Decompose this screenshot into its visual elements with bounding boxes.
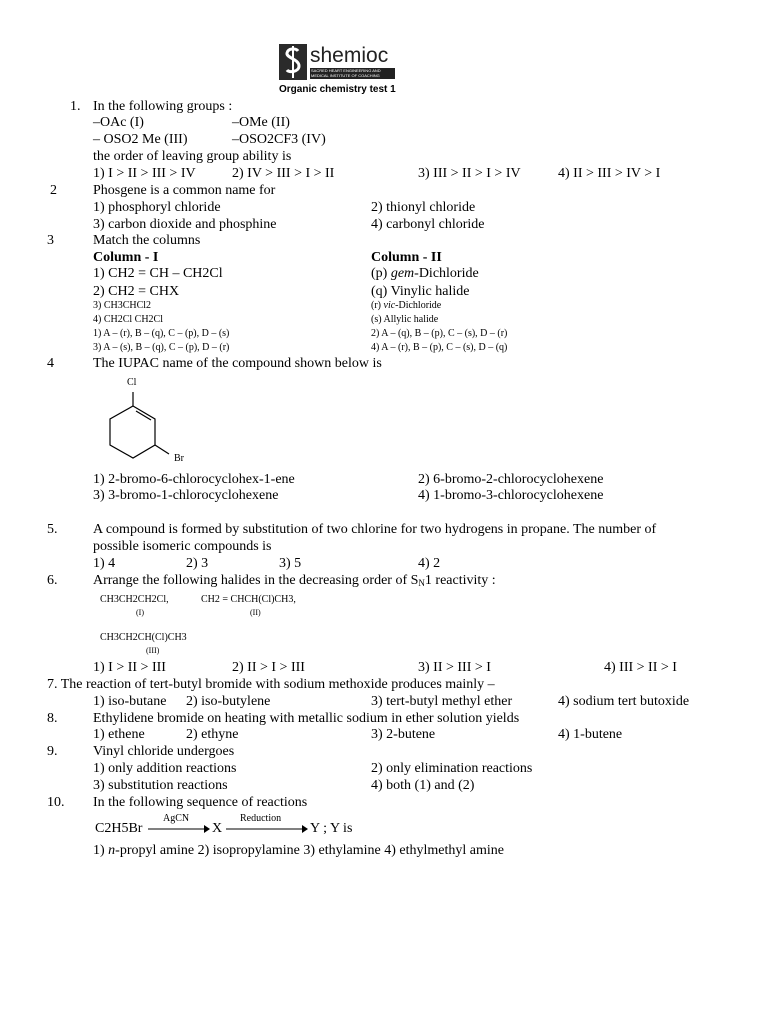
q1-option-4: 4) II > III > IV > I — [558, 166, 661, 181]
q8-option-3: 3) 2-butene — [371, 727, 436, 742]
reaction-arrow-1 — [148, 824, 210, 834]
halide-2: CH2 = CHCH(Cl)CH3, — [201, 594, 296, 605]
q6-option-1: 1) I > II > III — [93, 660, 166, 675]
logo-text: shemioc — [310, 44, 389, 67]
q1-group-2: –OMe (II) — [232, 115, 290, 130]
q1-group-1: –OAc (I) — [93, 115, 144, 130]
q2-option-1: 1) phosphoryl chloride — [93, 200, 221, 215]
q4-option-4: 4) 1-bromo-3-chlorocyclohexene — [418, 488, 604, 503]
question-8-number: 8. — [47, 711, 58, 726]
q1-group-3: – OSO2 Me (III) — [93, 132, 188, 147]
q5-option-4: 4) 2 — [418, 556, 441, 571]
q7-option-4: 4) sodium tert butoxide — [558, 694, 690, 709]
column-1-item-c: 3) CH3CHCl2 — [93, 300, 152, 311]
question-9-number: 9. — [47, 744, 58, 759]
q3-option-3: 3) A – (s), B – (q), C – (p), D – (r) — [93, 342, 230, 353]
question-5-stem-2: possible isomeric compounds is — [93, 539, 272, 554]
halide-3: CH3CH2CH(Cl)CH3 — [100, 632, 187, 643]
q6-option-4: 4) III > II > I — [604, 660, 677, 675]
page-title: Organic chemistry test 1 — [279, 84, 396, 95]
question-6-stem: Arrange the following halides in the decreasing order of $S_N1$ reactivity : — [93, 573, 496, 588]
question-10-stem: In the following sequence of reactions — [93, 795, 308, 810]
halide-1: CH3CH2CH2Cl, — [100, 594, 169, 605]
q9-option-1: 1) only addition reactions — [93, 761, 237, 776]
logo-tagline: SACRED HEART ENGINEERING AND MEDICAL INSTITUTE OF COACHING — [310, 68, 395, 79]
q7-option-2: 2) iso-butylene — [186, 694, 271, 709]
q4-option-3: 3) 3-bromo-1-chlorocyclohexene — [93, 488, 279, 503]
q5-option-1: 1) 4 — [93, 556, 116, 571]
question-8-stem: Ethylidene bromide on heating with metallic sodium in ether solution yields — [93, 711, 520, 726]
column-1-item-a: 1) CH2 = CH – CH2Cl — [93, 266, 223, 281]
column-2-item-p: (p) gem-Dichloride — [371, 266, 479, 281]
question-3-stem: Match the columns — [93, 233, 201, 248]
column-2-item-q: (q) Vinylic halide — [371, 284, 470, 299]
question-7-stem: 7. The reaction of tert-butyl bromide with sodium methoxide produces mainly – — [47, 677, 495, 692]
column-1-header: Column - I — [93, 250, 159, 265]
reaction-reactant: C2H5Br — [95, 821, 143, 836]
question-10-number: 10. — [47, 795, 65, 810]
question-2-stem: Phosgene is a common name for — [93, 183, 276, 198]
q5-option-2: 2) 3 — [186, 556, 209, 571]
column-2-item-s: (s) Allylic halide — [371, 314, 439, 325]
product-y: Y ; Y is — [310, 821, 353, 836]
q6-option-3: 3) II > III > I — [418, 660, 491, 675]
q1-option-3: 3) III > II > I > IV — [418, 166, 521, 181]
bromine-label: Br — [174, 453, 184, 464]
question-4-number: 4 — [47, 356, 54, 371]
question-9-stem: Vinyl chloride undergoes — [93, 744, 235, 759]
halide-2-label: (II) — [250, 608, 261, 617]
q2-option-3: 3) carbon dioxide and phosphine — [93, 217, 277, 232]
q8-option-4: 4) 1-butene — [558, 727, 623, 742]
q8-option-1: 1) ethene — [93, 727, 145, 742]
column-1-item-b: 2) CH2 = CHX — [93, 284, 180, 299]
reagent-reduction: Reduction — [240, 813, 282, 824]
question-1-stem-2: the order of leaving group ability is — [93, 149, 292, 164]
q7-option-3: 3) tert-butyl methyl ether — [371, 694, 513, 709]
q1-option-2: 2) IV > III > I > II — [232, 166, 335, 181]
q5-option-3: 3) 5 — [279, 556, 302, 571]
halide-1-label: (I) — [136, 608, 144, 617]
q6-option-2: 2) II > I > III — [232, 660, 305, 675]
cyclohexene-structure — [95, 388, 185, 468]
reaction-arrow-2 — [226, 824, 308, 834]
institute-logo — [279, 44, 395, 80]
question-3-number: 3 — [47, 233, 54, 248]
q1-option-1: 1) I > II > III > IV — [93, 166, 196, 181]
q7-option-1: 1) iso-butane — [93, 694, 167, 709]
chlorine-label: Cl — [127, 377, 137, 388]
question-6-number: 6. — [47, 573, 58, 588]
q9-option-4: 4) both (1) and (2) — [371, 778, 475, 793]
intermediate-x: X — [212, 821, 223, 836]
q8-option-2: 2) ethyne — [186, 727, 239, 742]
reagent-agcn: AgCN — [163, 813, 190, 824]
column-1-item-d: 4) CH2Cl CH2Cl — [93, 314, 164, 325]
question-5-number: 5. — [47, 522, 58, 537]
q4-option-2: 2) 6-bromo-2-chlorocyclohexene — [418, 472, 604, 487]
column-2-header: Column - II — [371, 250, 442, 265]
halide-3-label: (III) — [146, 646, 160, 655]
question-4-stem: The IUPAC name of the compound shown below is — [93, 356, 382, 371]
q3-option-4: 4) A – (r), B – (p), C – (s), D – (q) — [371, 342, 508, 353]
question-5-stem: A compound is formed by substitution of two chlorine for two hydrogens in propane. The number of — [93, 522, 657, 537]
q1-group-4: –OSO2CF3 (IV) — [232, 132, 326, 147]
question-1-stem: In the following groups : — [93, 99, 233, 114]
column-2-item-r: (r) vic-Dichloride — [371, 300, 442, 311]
question-2-number: 2 — [50, 183, 57, 198]
q3-option-2: 2) A – (q), B – (p), C – (s), D – (r) — [371, 328, 508, 339]
logo-mark-icon — [279, 44, 307, 80]
q4-option-1: 1) 2-bromo-6-chlorocyclohex-1-ene — [93, 472, 295, 487]
q9-option-3: 3) substitution reactions — [93, 778, 228, 793]
q9-option-2: 2) only elimination reactions — [371, 761, 533, 776]
q10-options: 1) n-propyl amine 2) isopropylamine 3) ethylamine 4) ethylmethyl amine — [93, 843, 504, 858]
q3-option-1: 1) A – (r), B – (q), C – (p), D – (s) — [93, 328, 230, 339]
q2-option-2: 2) thionyl chloride — [371, 200, 476, 215]
question-1-number: 1. — [70, 99, 81, 114]
q2-option-4: 4) carbonyl chloride — [371, 217, 485, 232]
